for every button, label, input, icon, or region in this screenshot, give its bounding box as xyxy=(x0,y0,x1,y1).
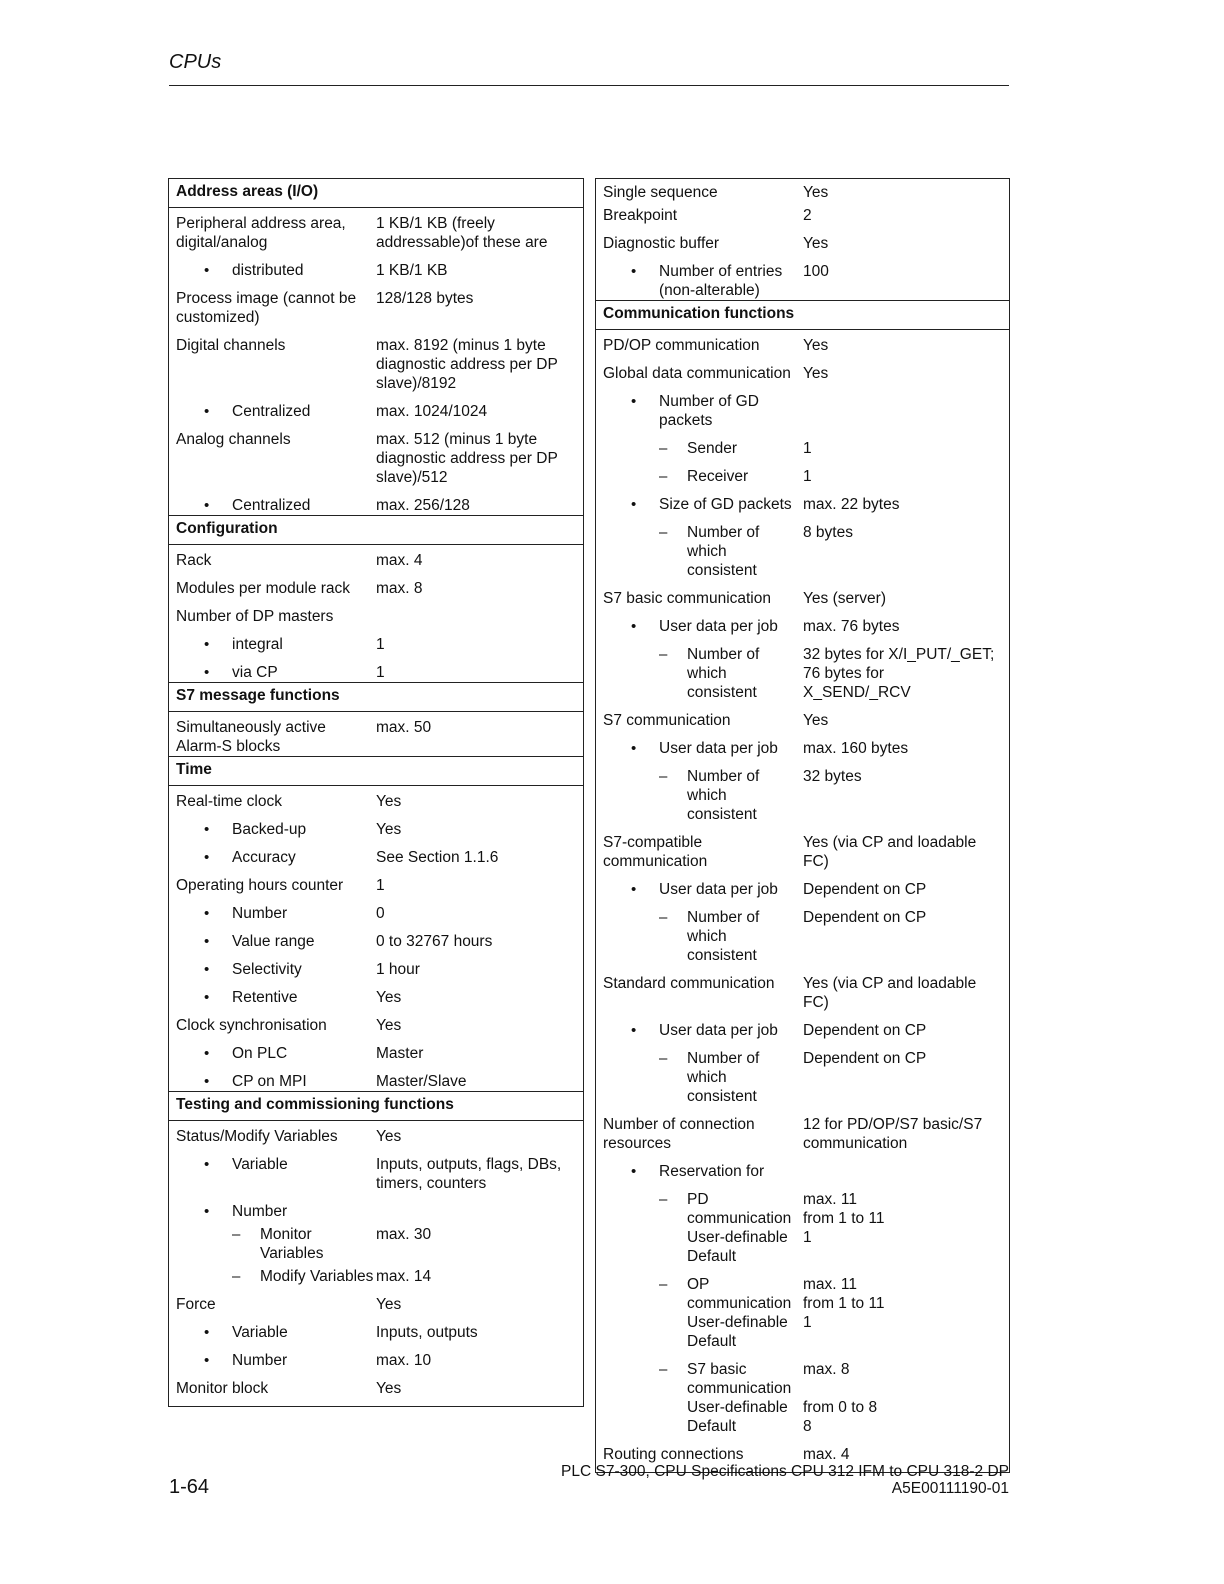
spec-value: Dependent on CP xyxy=(803,1022,927,1039)
spec-label: CP on MPI xyxy=(232,1073,307,1090)
bullet-marker: • xyxy=(204,1203,210,1220)
bullet-marker: • xyxy=(204,1045,210,1062)
spec-label: Reservation for xyxy=(659,1163,765,1180)
spec-label: Real-time clock xyxy=(176,793,282,810)
spec-label: Process image (cannot be customized) xyxy=(176,290,357,326)
spec-value: 0 to 32767 hours xyxy=(376,933,493,950)
spec-label: Centralized xyxy=(232,403,311,420)
spec-value: 128/128 bytes xyxy=(376,290,474,307)
spec-row xyxy=(169,786,583,811)
bullet-marker: • xyxy=(204,989,210,1006)
spec-row xyxy=(596,1040,1009,1106)
spec-label-cell xyxy=(169,876,376,895)
spec-label: Monitor Variables xyxy=(260,1226,324,1262)
bullet-marker: • xyxy=(204,1324,210,1341)
bullet-marker: • xyxy=(631,263,637,280)
spec-row xyxy=(596,824,1009,871)
spec-value: 0 xyxy=(376,905,385,922)
spec-label-cell xyxy=(169,607,376,626)
spec-label-cell xyxy=(169,1267,376,1286)
spec-value: Yes (via CP and loadable FC) xyxy=(803,834,977,870)
spec-value: 8 bytes xyxy=(803,524,853,541)
spec-label: Modify Variables xyxy=(260,1268,374,1285)
spec-label: Backed-up xyxy=(232,821,307,838)
spec-row xyxy=(596,514,1009,580)
spec-label-cell xyxy=(169,402,376,421)
spec-row xyxy=(169,895,583,923)
spec-value: Inputs, outputs, flags, DBs, timers, counters xyxy=(376,1156,562,1192)
spec-row xyxy=(596,1266,1009,1351)
section-heading: Configuration xyxy=(169,515,583,545)
spec-label-cell xyxy=(169,988,376,1007)
spec-value: max. 8 xyxy=(376,580,423,597)
spec-value: Yes (via CP and loadable FC) xyxy=(803,975,977,1011)
spec-row xyxy=(596,253,1009,300)
spec-value: 32 bytes xyxy=(803,768,862,785)
spec-row xyxy=(169,1342,583,1370)
spec-label-cell xyxy=(596,234,803,253)
spec-label-cell xyxy=(596,767,803,824)
section-heading: Time xyxy=(169,756,583,786)
spec-label-cell xyxy=(169,289,376,327)
spec-row xyxy=(596,899,1009,965)
spec-label: integral xyxy=(232,636,283,653)
dash-marker: – xyxy=(659,1050,668,1067)
spec-value: max. 10 xyxy=(376,1352,432,1369)
spec-label-cell xyxy=(596,206,803,225)
spec-value: Yes (server) xyxy=(803,590,886,607)
spec-label: Number of DP masters xyxy=(176,608,334,625)
spec-label: Operating hours counter xyxy=(176,877,344,894)
spec-row xyxy=(596,1436,1009,1464)
spec-value: Yes xyxy=(376,793,402,810)
spec-value: Yes xyxy=(376,1017,402,1034)
spec-row xyxy=(596,702,1009,730)
spec-label: Number of which consistent xyxy=(687,524,760,579)
spec-value: Dependent on CP xyxy=(803,909,927,926)
bullet-marker: • xyxy=(204,664,210,681)
spec-label-cell xyxy=(169,261,376,280)
spec-value: max. 4 xyxy=(376,552,423,569)
spec-row xyxy=(169,208,583,252)
bullet-marker: • xyxy=(204,905,210,922)
dash-marker: – xyxy=(659,646,668,663)
spec-value: Yes xyxy=(803,184,829,201)
spec-label-cell xyxy=(596,1021,803,1040)
spec-label-cell xyxy=(169,551,376,570)
spec-label: Monitor block xyxy=(176,1380,269,1397)
left-spec-table xyxy=(168,178,584,1407)
spec-value: Yes xyxy=(376,989,402,1006)
spec-row xyxy=(596,636,1009,702)
spec-label: Number of which consistent xyxy=(687,646,760,701)
spec-label-cell xyxy=(596,1049,803,1106)
spec-label-cell xyxy=(596,617,803,636)
bullet-marker: • xyxy=(204,1156,210,1173)
spec-label-cell xyxy=(596,974,803,1012)
bullet-marker: • xyxy=(204,961,210,978)
spec-label: Digital channels xyxy=(176,337,286,354)
spec-row xyxy=(169,570,583,598)
spec-value: max. 22 bytes xyxy=(803,496,900,513)
spec-row xyxy=(596,486,1009,514)
bullet-marker: • xyxy=(204,262,210,279)
spec-label: S7 basic communication xyxy=(603,590,771,607)
dash-marker: – xyxy=(659,1276,668,1293)
dash-marker: – xyxy=(232,1226,241,1243)
spec-value: max. 8192 (minus 1 byte diagnostic address per DP slave)/8192 xyxy=(376,337,558,392)
spec-value: 1 KB/1 KB xyxy=(376,262,448,279)
page-header-title: CPUs xyxy=(169,51,222,73)
spec-label: Breakpoint xyxy=(603,207,678,224)
spec-label: Accuracy xyxy=(232,849,296,866)
spec-value: Yes xyxy=(376,1128,402,1145)
spec-row xyxy=(596,608,1009,636)
page-number: 1-64 xyxy=(169,1476,210,1498)
spec-row xyxy=(596,330,1009,355)
spec-label-cell xyxy=(169,663,376,682)
spec-row xyxy=(169,712,583,756)
spec-value: 1 xyxy=(376,877,385,894)
bullet-marker: • xyxy=(204,403,210,420)
spec-label: Number xyxy=(232,1352,288,1369)
spec-value: max. 1024/1024 xyxy=(376,403,488,420)
section-heading: S7 message functions xyxy=(169,682,583,712)
spec-row xyxy=(596,202,1009,225)
spec-label-cell xyxy=(596,711,803,730)
section-heading: Address areas (I/O) xyxy=(169,179,583,208)
spec-label: distributed xyxy=(232,262,304,279)
spec-label-cell xyxy=(596,1360,803,1436)
spec-label-cell xyxy=(169,960,376,979)
spec-row xyxy=(169,487,583,515)
spec-label-cell xyxy=(169,848,376,867)
spec-label: Retentive xyxy=(232,989,298,1006)
spec-value: max. 512 (minus 1 byte diagnostic address per DP slave)/512 xyxy=(376,431,558,486)
spec-row xyxy=(169,1146,583,1193)
spec-label: Global data communication xyxy=(603,365,791,382)
spec-label: Number of which consistent xyxy=(687,909,760,964)
spec-row xyxy=(169,951,583,979)
spec-label-cell xyxy=(169,430,376,487)
spec-label: Rack xyxy=(176,552,212,569)
manual-title: PLC S7-300, CPU Specifications CPU 312 IFM to CPU 318-2 DP xyxy=(561,1463,1009,1480)
spec-row xyxy=(596,1153,1009,1181)
spec-value: 100 xyxy=(803,263,829,280)
spec-label: User data per job xyxy=(659,881,778,898)
spec-row xyxy=(169,1121,583,1146)
spec-label: Peripheral address area, digital/analog xyxy=(176,215,346,251)
spec-label-cell xyxy=(169,214,376,252)
spec-value: max. 8 from 0 to 8 8 xyxy=(803,1361,878,1435)
dash-marker: – xyxy=(659,524,668,541)
spec-label-cell xyxy=(169,336,376,393)
section-heading: Communication functions xyxy=(596,300,1009,330)
spec-label: Number of which consistent xyxy=(687,768,760,823)
spec-row xyxy=(169,327,583,393)
spec-label-cell xyxy=(169,635,376,654)
spec-row xyxy=(169,923,583,951)
spec-label: PD/OP communication xyxy=(603,337,760,354)
spec-value: Yes xyxy=(803,235,829,252)
spec-label: Simultaneously active Alarm-S blocks xyxy=(176,719,326,755)
spec-label-cell xyxy=(169,1379,376,1398)
dash-marker: – xyxy=(659,1191,668,1208)
spec-value: 1 hour xyxy=(376,961,420,978)
spec-label: Centralized xyxy=(232,497,311,514)
spec-label: Number of which consistent xyxy=(687,1050,760,1105)
spec-label-cell xyxy=(596,495,803,514)
spec-label: OP communication User-definable Default xyxy=(687,1276,792,1350)
spec-label: Sender xyxy=(687,440,737,457)
spec-value xyxy=(376,607,583,626)
header-rule xyxy=(169,85,1009,86)
spec-value: Yes xyxy=(376,1380,402,1397)
spec-row xyxy=(169,1263,583,1286)
bullet-marker: • xyxy=(204,849,210,866)
spec-label: Diagnostic buffer xyxy=(603,235,720,252)
spec-row xyxy=(596,1012,1009,1040)
spec-row xyxy=(169,1370,583,1398)
spec-label: Standard communication xyxy=(603,975,775,992)
spec-label: User data per job xyxy=(659,740,778,757)
spec-row xyxy=(596,1351,1009,1436)
bullet-marker: • xyxy=(204,1352,210,1369)
spec-label: Selectivity xyxy=(232,961,302,978)
spec-label-cell xyxy=(596,589,803,608)
spec-label-cell xyxy=(596,880,803,899)
spec-label-cell xyxy=(169,1225,376,1263)
spec-label-cell xyxy=(169,1155,376,1193)
spec-value: 32 bytes for X/I_PUT/_GET; 76 bytes for X_SEND/_RCV xyxy=(803,646,995,701)
spec-value: 1 xyxy=(376,664,385,681)
spec-row xyxy=(596,1181,1009,1266)
bullet-marker: • xyxy=(204,933,210,950)
spec-label: Force xyxy=(176,1296,216,1313)
spec-row xyxy=(169,654,583,682)
spec-value: 2 xyxy=(803,207,812,224)
spec-label-cell xyxy=(169,1072,376,1091)
spec-value: Dependent on CP xyxy=(803,881,927,898)
spec-value: max. 50 xyxy=(376,719,432,736)
spec-label-cell xyxy=(596,392,803,430)
right-spec-table xyxy=(595,178,1010,1473)
spec-label-cell xyxy=(169,1323,376,1342)
spec-label-cell xyxy=(169,792,376,811)
bullet-marker: • xyxy=(631,881,637,898)
spec-row xyxy=(169,1286,583,1314)
spec-value xyxy=(376,1202,583,1221)
spec-value: 1 xyxy=(803,440,812,457)
spec-label-cell xyxy=(169,820,376,839)
spec-value: See Section 1.1.6 xyxy=(376,849,499,866)
spec-label-cell xyxy=(596,645,803,702)
spec-label-cell xyxy=(596,336,803,355)
spec-label: S7-compatible communication xyxy=(603,834,708,870)
spec-row xyxy=(169,839,583,867)
spec-label-cell xyxy=(169,1202,376,1221)
spec-row xyxy=(169,1007,583,1035)
spec-row xyxy=(596,458,1009,486)
spec-label: PD communication User-definable Default xyxy=(687,1191,792,1265)
spec-row xyxy=(596,730,1009,758)
spec-label: Variable xyxy=(232,1324,288,1341)
dash-marker: – xyxy=(659,768,668,785)
spec-label: On PLC xyxy=(232,1045,288,1062)
spec-label: Number of GD packets xyxy=(659,393,759,429)
spec-label-cell xyxy=(596,439,803,458)
spec-label: Routing connections xyxy=(603,1446,744,1463)
spec-label: via CP xyxy=(232,664,278,681)
spec-label: Single sequence xyxy=(603,184,718,201)
spec-row xyxy=(169,867,583,895)
spec-label: S7 basic communication User-definable Default xyxy=(687,1361,792,1435)
spec-value: max. 11 from 1 to 11 1 xyxy=(803,1276,885,1331)
spec-value: Inputs, outputs xyxy=(376,1324,478,1341)
spec-row xyxy=(169,811,583,839)
spec-row xyxy=(596,965,1009,1012)
spec-label: Clock synchronisation xyxy=(176,1017,327,1034)
spec-row xyxy=(169,598,583,626)
spec-row xyxy=(169,545,583,570)
spec-value xyxy=(803,1162,1009,1181)
spec-label-cell xyxy=(169,1127,376,1146)
spec-value: max. 30 xyxy=(376,1226,432,1243)
spec-label-cell xyxy=(169,1295,376,1314)
spec-label-cell xyxy=(596,364,803,383)
order-number: A5E00111190-01 xyxy=(891,1480,1009,1497)
spec-label: Analog channels xyxy=(176,431,291,448)
spec-label-cell xyxy=(596,1190,803,1266)
spec-value: max. 11 from 1 to 11 1 xyxy=(803,1191,885,1246)
spec-value: max. 4 xyxy=(803,1446,850,1463)
spec-label: Number of entries (non-alterable) xyxy=(659,263,783,299)
spec-label: Size of GD packets xyxy=(659,496,792,513)
spec-label: Number xyxy=(232,905,288,922)
spec-label-cell xyxy=(596,739,803,758)
spec-label: User data per job xyxy=(659,1022,778,1039)
spec-label-cell xyxy=(596,1162,803,1181)
spec-value: max. 14 xyxy=(376,1268,432,1285)
spec-value: 1 xyxy=(376,636,385,653)
spec-label: Modules per module rack xyxy=(176,580,351,597)
dash-marker: – xyxy=(659,1361,668,1378)
spec-row xyxy=(596,383,1009,430)
section-heading: Testing and commissioning functions xyxy=(169,1091,583,1121)
spec-row xyxy=(169,393,583,421)
spec-row xyxy=(169,1063,583,1091)
spec-value: Yes xyxy=(803,712,829,729)
spec-label-cell xyxy=(596,908,803,965)
spec-label: Status/Modify Variables xyxy=(176,1128,338,1145)
spec-value: Master xyxy=(376,1045,424,1062)
spec-label-cell xyxy=(596,183,803,202)
spec-label-cell xyxy=(596,523,803,580)
spec-label-cell xyxy=(169,1044,376,1063)
spec-value: max. 256/128 xyxy=(376,497,470,514)
bullet-marker: • xyxy=(631,740,637,757)
spec-row xyxy=(596,225,1009,253)
bullet-marker: • xyxy=(204,1073,210,1090)
spec-label-cell xyxy=(169,932,376,951)
spec-label: Receiver xyxy=(687,468,749,485)
spec-row xyxy=(169,979,583,1007)
bullet-marker: • xyxy=(204,497,210,514)
spec-label-cell xyxy=(169,718,376,756)
spec-value: Master/Slave xyxy=(376,1073,467,1090)
spec-label-cell xyxy=(169,1016,376,1035)
spec-label-cell xyxy=(169,1351,376,1370)
spec-label: Number of connection resources xyxy=(603,1116,755,1152)
spec-label-cell xyxy=(596,262,803,300)
bullet-marker: • xyxy=(631,1163,637,1180)
spec-row xyxy=(596,355,1009,383)
spec-value: Yes xyxy=(803,337,829,354)
spec-label-cell xyxy=(596,833,803,871)
spec-row xyxy=(596,580,1009,608)
spec-value: Dependent on CP xyxy=(803,1050,927,1067)
spec-row xyxy=(596,1106,1009,1153)
spec-label: User data per job xyxy=(659,618,778,635)
dash-marker: – xyxy=(659,440,668,457)
spec-row xyxy=(596,430,1009,458)
bullet-marker: • xyxy=(204,636,210,653)
spec-label-cell xyxy=(596,467,803,486)
spec-label-cell xyxy=(596,1115,803,1153)
spec-row xyxy=(596,179,1009,202)
spec-value xyxy=(803,392,1009,430)
spec-label-cell xyxy=(169,496,376,515)
spec-label: Value range xyxy=(232,933,315,950)
spec-label-cell xyxy=(169,579,376,598)
spec-row xyxy=(169,421,583,487)
bullet-marker: • xyxy=(631,496,637,513)
spec-value: 1 xyxy=(803,468,812,485)
spec-row xyxy=(169,1221,583,1263)
spec-label: Variable xyxy=(232,1156,288,1173)
bullet-marker: • xyxy=(631,393,637,410)
spec-value: 1 KB/1 KB (freely addressable)of these are xyxy=(376,215,548,251)
dash-marker: – xyxy=(659,909,668,926)
spec-value: max. 76 bytes xyxy=(803,618,900,635)
spec-row xyxy=(169,1193,583,1221)
spec-row xyxy=(169,280,583,327)
footer-manual-info xyxy=(561,1463,1009,1497)
spec-label: Number xyxy=(232,1203,288,1220)
spec-value: 12 for PD/OP/S7 basic/S7 communication xyxy=(803,1116,983,1152)
spec-label-cell xyxy=(169,904,376,923)
spec-label-cell xyxy=(596,1445,803,1464)
spec-row xyxy=(596,871,1009,899)
spec-value: Yes xyxy=(376,821,402,838)
spec-row xyxy=(169,1314,583,1342)
spec-value: Yes xyxy=(803,365,829,382)
spec-value: Yes xyxy=(376,1296,402,1313)
spec-row xyxy=(169,252,583,280)
spec-row xyxy=(169,1035,583,1063)
spec-row xyxy=(169,626,583,654)
spec-label: S7 communication xyxy=(603,712,731,729)
dash-marker: – xyxy=(232,1268,241,1285)
bullet-marker: • xyxy=(204,821,210,838)
bullet-marker: • xyxy=(631,618,637,635)
spec-row xyxy=(596,758,1009,824)
dash-marker: – xyxy=(659,468,668,485)
spec-label-cell xyxy=(596,1275,803,1351)
spec-value: max. 160 bytes xyxy=(803,740,909,757)
bullet-marker: • xyxy=(631,1022,637,1039)
